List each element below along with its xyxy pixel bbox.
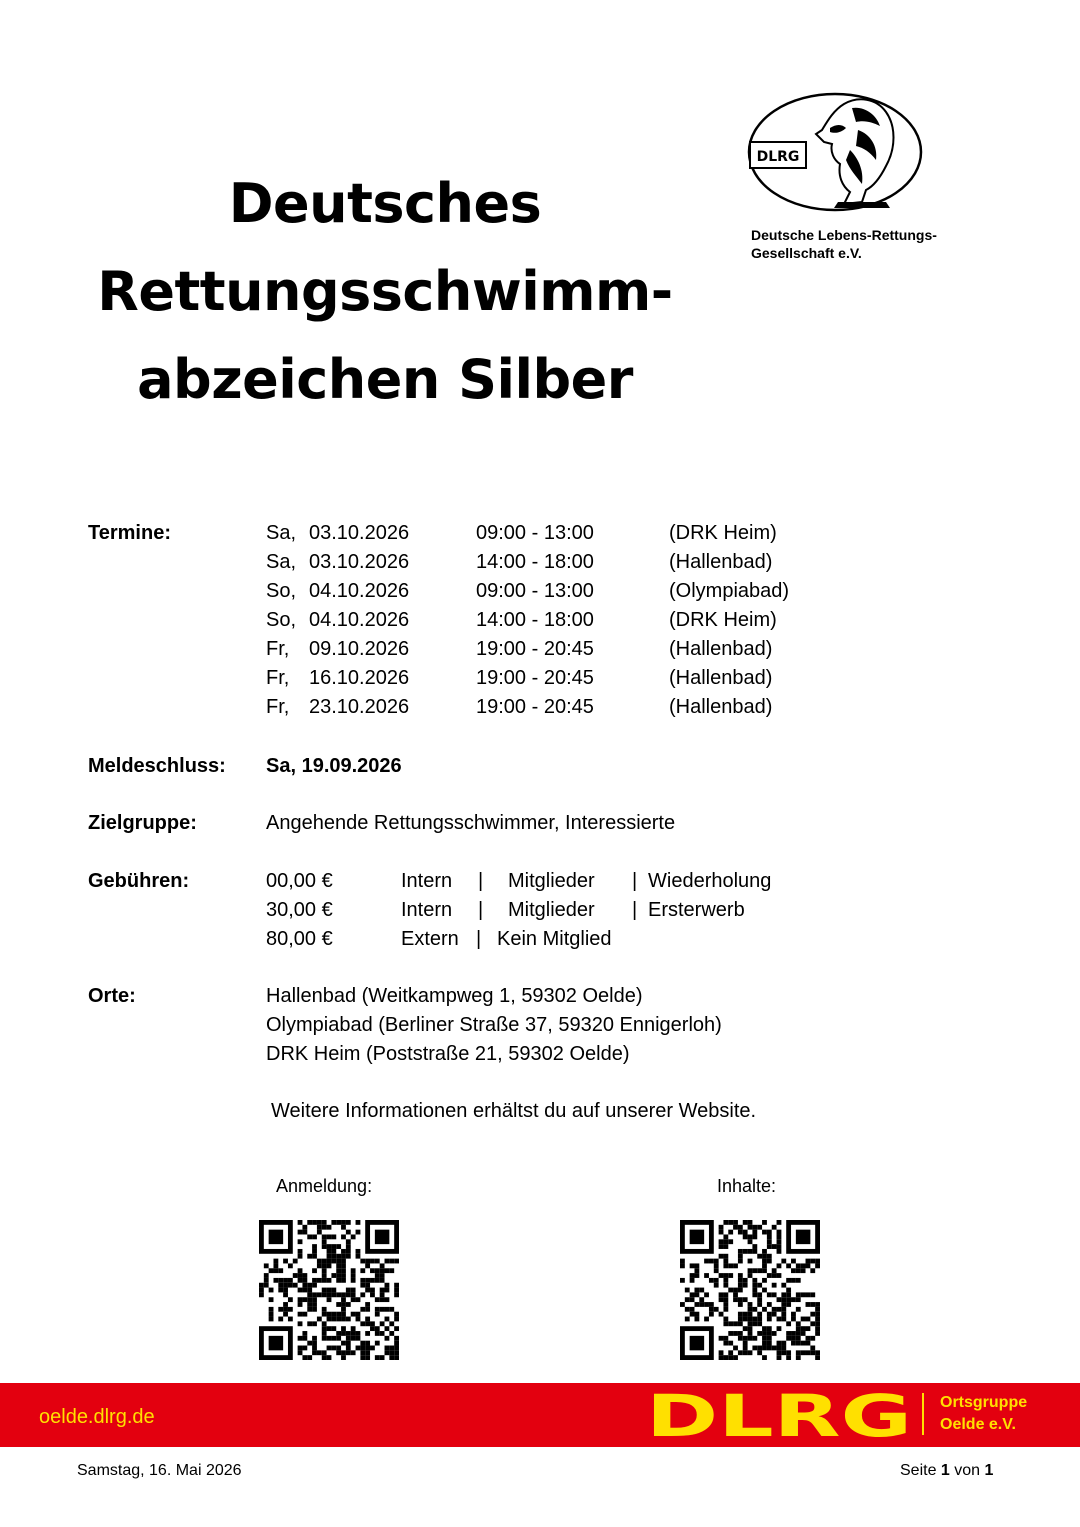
zielgruppe-label: Zielgruppe: [88, 812, 197, 834]
orte-line: Olympiabad (Berliner Straße 37, 59320 Ennigerloh) [266, 1014, 722, 1036]
page-current: 1 [940, 1462, 950, 1479]
termin-place: (DRK Heim) [669, 609, 777, 631]
gebuehr-type: Intern [401, 870, 453, 892]
dlrg-eagle-logo [746, 90, 926, 214]
termin-day: Fr, [266, 696, 290, 718]
gebuehr-type: Extern [401, 928, 459, 950]
gebuehr-price: 80,00 € [266, 928, 333, 950]
gebuehr-note: Ersterwerb [648, 899, 745, 921]
gebuehr-sep2: | [632, 899, 638, 921]
org-name-line: Gesellschaft e.V. [751, 245, 862, 261]
gebuehr-type: Intern [401, 899, 453, 921]
website-link[interactable]: oelde.dlrg.de [39, 1406, 155, 1428]
termin-day: So, [266, 580, 297, 602]
title-line: Deutsches [228, 172, 542, 235]
orte-label: Orte: [88, 985, 136, 1007]
gebuehr-group: Mitglieder [508, 899, 595, 921]
footer-date: Samstag, 16. Mai 2026 [77, 1462, 242, 1479]
brand-divider [922, 1393, 924, 1435]
termin-day: Fr, [266, 638, 290, 660]
gebuehr-sep: | [478, 899, 484, 921]
termin-time: 14:00 - 18:00 [476, 551, 594, 573]
brand-org-line: Oelde e.V. [940, 1416, 1016, 1433]
qr-code-anmeldung[interactable] [259, 1220, 399, 1360]
termin-day: Sa, [266, 551, 297, 573]
termin-time: 09:00 - 13:00 [476, 580, 594, 602]
termin-time: 19:00 - 20:45 [476, 667, 594, 689]
termin-day: Sa, [266, 522, 297, 544]
termin-date: 23.10.2026 [309, 696, 410, 718]
termin-date: 04.10.2026 [309, 580, 410, 602]
termin-place: (Hallenbad) [669, 551, 773, 573]
meldeschluss-label: Meldeschluss: [88, 755, 226, 777]
title-line: Rettungsschwimm- [97, 260, 673, 323]
termine-label: Termine: [88, 522, 171, 544]
termin-day: Fr, [266, 667, 290, 689]
gebuehr-group: Kein Mitglied [497, 928, 612, 950]
gebuehren-label: Gebühren: [88, 870, 190, 892]
gebuehr-price: 00,00 € [266, 870, 333, 892]
gebuehr-sep: | [476, 928, 482, 950]
page-prefix: Seite [900, 1462, 937, 1479]
gebuehr-sep: | [478, 870, 484, 892]
termin-time: 19:00 - 20:45 [476, 638, 594, 660]
brand-org [940, 1392, 1027, 1436]
brand-org-line: Ortsgruppe [940, 1394, 1028, 1411]
termin-date: 04.10.2026 [309, 609, 410, 631]
zielgruppe-value: Angehende Rettungsschwimmer, Interessierte [266, 812, 676, 834]
termin-time: 14:00 - 18:00 [476, 609, 594, 631]
gebuehr-sep2: | [632, 870, 638, 892]
orte-line: DRK Heim (Poststraße 21, 59302 Oelde) [266, 1043, 630, 1065]
dlrg-wordmark [644, 1390, 914, 1440]
termin-place: (DRK Heim) [669, 522, 777, 544]
termin-time: 09:00 - 13:00 [476, 522, 594, 544]
footer-banner [0, 1383, 1080, 1447]
orte-line: Hallenbad (Weitkampweg 1, 59302 Oelde) [266, 985, 643, 1007]
termin-place: (Hallenbad) [669, 638, 773, 660]
termin-place: (Hallenbad) [669, 667, 773, 689]
termin-place: (Hallenbad) [669, 696, 773, 718]
title-line: abzeichen Silber [137, 348, 633, 411]
termin-time: 19:00 - 20:45 [476, 696, 594, 718]
termin-date: 03.10.2026 [309, 551, 410, 573]
meldeschluss-value: Sa, 19.09.2026 [266, 755, 402, 777]
termin-date: 09.10.2026 [309, 638, 410, 660]
gebuehr-group: Mitglieder [508, 870, 595, 892]
dlrg-wordmark-text: DLRG [646, 1390, 912, 1440]
termin-place: (Olympiabad) [669, 580, 790, 602]
qr-label-inhalte: Inhalte: [717, 1176, 777, 1196]
org-name [751, 226, 937, 262]
qr-code-inhalte[interactable] [680, 1220, 820, 1360]
termin-date: 03.10.2026 [309, 522, 410, 544]
page-total: 1 [984, 1462, 994, 1479]
termin-day: So, [266, 609, 297, 631]
termin-date: 16.10.2026 [309, 667, 410, 689]
gebuehr-note: Wiederholung [648, 870, 772, 892]
page-of: von [954, 1462, 981, 1479]
page-number [900, 1462, 993, 1480]
page-title [60, 160, 710, 424]
org-name-line: Deutsche Lebens-Rettungs- [751, 227, 937, 243]
logo-text: DLRG [756, 149, 800, 165]
info-text: Weitere Informationen erhältst du auf unserer Website. [271, 1100, 757, 1122]
qr-label-anmeldung: Anmeldung: [276, 1176, 373, 1196]
gebuehr-price: 30,00 € [266, 899, 333, 921]
